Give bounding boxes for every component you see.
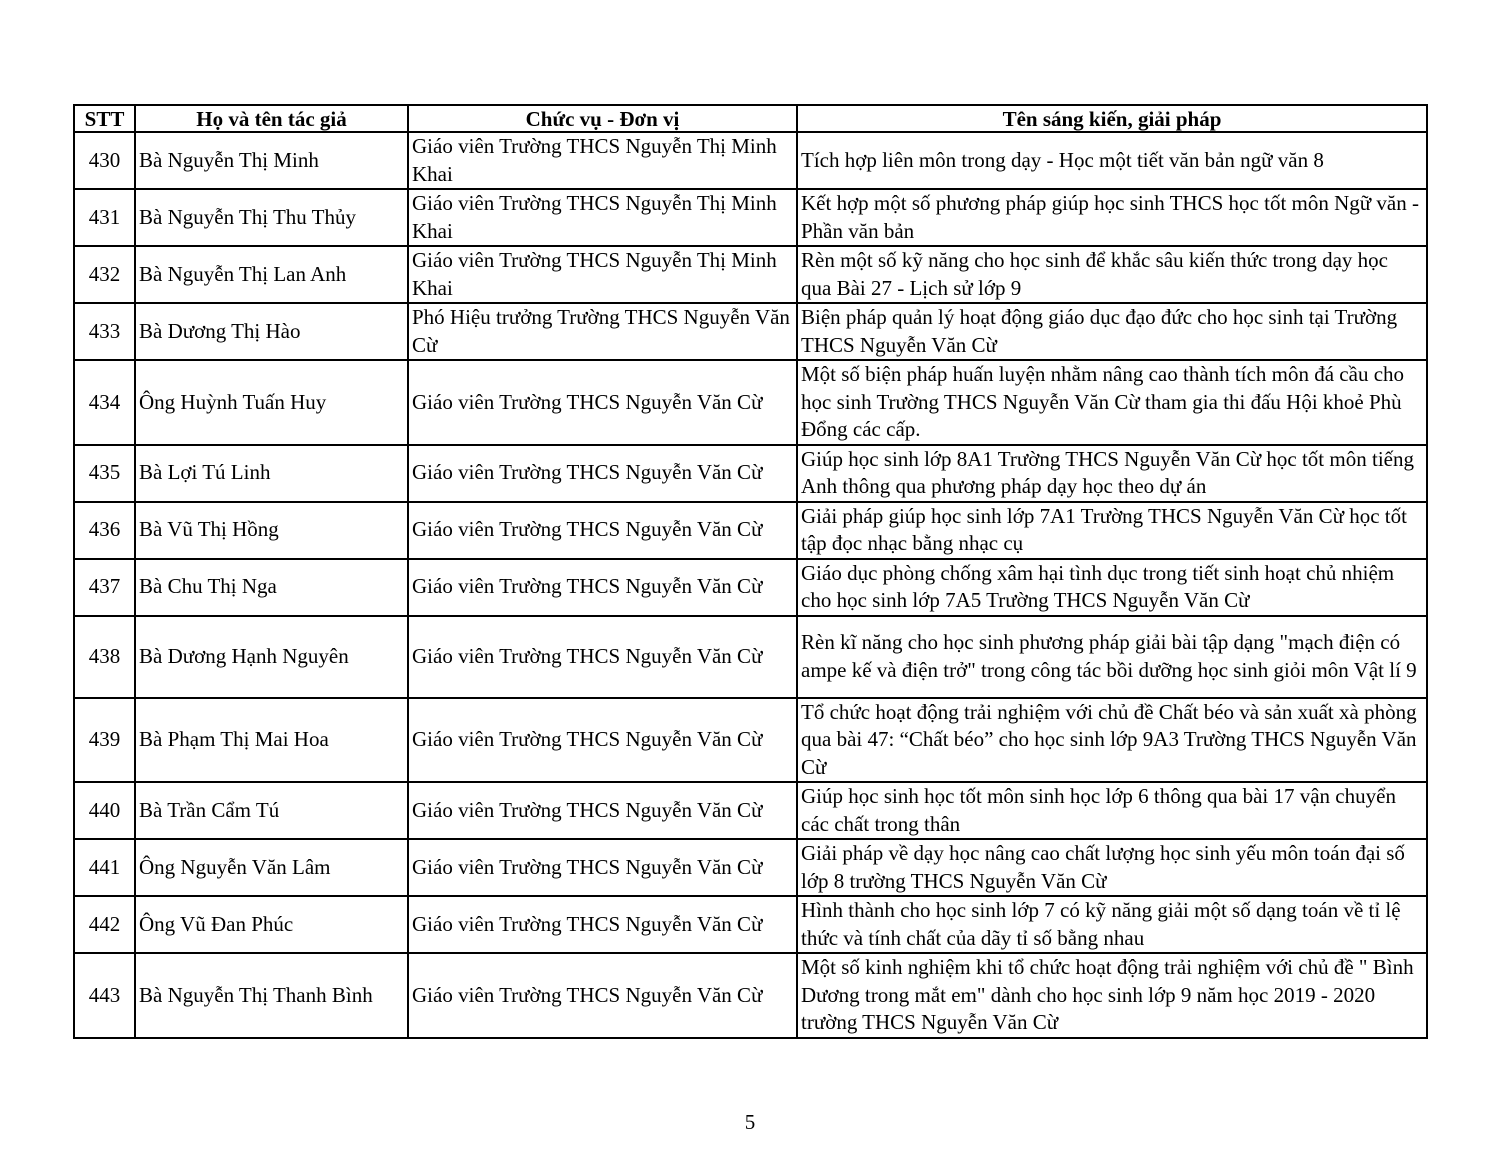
row-stt: 434 [74, 360, 135, 445]
row-initiative: Giúp học sinh học tốt môn sinh học lớp 6 thông qua bài 17 vận chuyển các chất trong thân [797, 782, 1427, 839]
row-initiative: Biện pháp quản lý hoạt động giáo dục đạo đức cho học sinh tại Trường THCS Nguyễn Văn Cừ [797, 303, 1427, 360]
row-position: Giáo viên Trường THCS Nguyễn Văn Cừ [408, 360, 797, 445]
row-author: Ông Huỳnh Tuấn Huy [135, 360, 408, 445]
table-header-row [74, 105, 1427, 132]
row-stt: 433 [74, 303, 135, 360]
row-stt: 432 [74, 246, 135, 303]
row-author: Ông Nguyễn Văn Lâm [135, 839, 408, 896]
row-initiative: Một số biện pháp huấn luyện nhằm nâng cao thành tích môn đá cầu cho học sinh Trường THCS Nguyễn Văn Cừ tham gia thi đấu Hội khoẻ Phù Đổng các cấp. [797, 360, 1427, 445]
row-author: Bà Lợi Tú Linh [135, 445, 408, 502]
row-position: Phó Hiệu trưởng Trường THCS Nguyễn Văn Cừ [408, 303, 797, 360]
table-row [74, 189, 1427, 246]
header-position: Chức vụ - Đơn vị [408, 105, 797, 132]
row-stt: 435 [74, 445, 135, 502]
row-author: Bà Nguyễn Thị Lan Anh [135, 246, 408, 303]
row-initiative: Giải pháp giúp học sinh lớp 7A1 Trường THCS Nguyễn Văn Cừ học tốt tập đọc nhạc bằng nhạc cụ [797, 502, 1427, 559]
row-stt: 440 [74, 782, 135, 839]
initiatives-table [73, 104, 1428, 1039]
table-row [74, 246, 1427, 303]
row-author: Bà Nguyễn Thị Thu Thủy [135, 189, 408, 246]
row-author: Bà Trần Cẩm Tú [135, 782, 408, 839]
row-author: Bà Phạm Thị Mai Hoa [135, 698, 408, 783]
row-author: Bà Dương Hạnh Nguyên [135, 616, 408, 698]
row-position: Giáo viên Trường THCS Nguyễn Văn Cừ [408, 782, 797, 839]
header-initiative: Tên sáng kiến, giải pháp [797, 105, 1427, 132]
row-initiative: Hình thành cho học sinh lớp 7 có kỹ năng giải một số dạng toán về tỉ lệ thức và tính chất của dãy tỉ số bằng nhau [797, 896, 1427, 953]
row-stt: 437 [74, 559, 135, 616]
row-position: Giáo viên Trường THCS Nguyễn Văn Cừ [408, 839, 797, 896]
row-stt: 441 [74, 839, 135, 896]
table-row [74, 782, 1427, 839]
row-stt: 436 [74, 502, 135, 559]
row-initiative: Kết hợp một số phương pháp giúp học sinh THCS học tốt môn Ngữ văn - Phần văn bản [797, 189, 1427, 246]
row-author: Bà Chu Thị Nga [135, 559, 408, 616]
table-row [74, 698, 1427, 783]
table-row [74, 953, 1427, 1038]
row-initiative: Tích hợp liên môn trong dạy - Học một tiết văn bản ngữ văn 8 [797, 132, 1427, 189]
row-position: Giáo viên Trường THCS Nguyễn Thị Minh Khai [408, 189, 797, 246]
table-row [74, 559, 1427, 616]
row-initiative: Tổ chức hoạt động trải nghiệm với chủ đề Chất béo và sản xuất xà phòng qua bài 47: “Chất béo” cho học sinh lớp 9A3 Trường THCS Nguyễn Văn Cừ [797, 698, 1427, 783]
table-row [74, 616, 1427, 698]
row-stt: 439 [74, 698, 135, 783]
table-row [74, 360, 1427, 445]
row-initiative: Rèn kĩ năng cho học sinh phương pháp giải bài tập dạng "mạch điện có ampe kế và điện trở" trong công tác bồi dưỡng học sinh giỏi môn Vật lí 9 [797, 616, 1427, 698]
header-author: Họ và tên tác giả [135, 105, 408, 132]
table-row [74, 132, 1427, 189]
row-position: Giáo viên Trường THCS Nguyễn Văn Cừ [408, 896, 797, 953]
row-stt: 443 [74, 953, 135, 1038]
row-initiative: Giải pháp về dạy học nâng cao chất lượng học sinh yếu môn toán đại số lớp 8 trường THCS Nguyễn Văn Cừ [797, 839, 1427, 896]
row-position: Giáo viên Trường THCS Nguyễn Văn Cừ [408, 698, 797, 783]
table-row [74, 303, 1427, 360]
row-initiative: Rèn một số kỹ năng cho học sinh để khắc sâu kiến thức trong dạy học qua Bài 27 - Lịch sử lớp 9 [797, 246, 1427, 303]
row-position: Giáo viên Trường THCS Nguyễn Văn Cừ [408, 502, 797, 559]
row-author: Bà Dương Thị Hào [135, 303, 408, 360]
row-initiative: Một số kinh nghiệm khi tổ chức hoạt động trải nghiệm với chủ đề " Bình Dương trong mắt em" dành cho học sinh lớp 9 năm học 2019 - 2020 trường THCS Nguyễn Văn Cừ [797, 953, 1427, 1038]
row-position: Giáo viên Trường THCS Nguyễn Thị Minh Khai [408, 246, 797, 303]
table-row [74, 502, 1427, 559]
row-position: Giáo viên Trường THCS Nguyễn Văn Cừ [408, 559, 797, 616]
page-number: 5 [744, 1110, 756, 1134]
row-position: Giáo viên Trường THCS Nguyễn Văn Cừ [408, 616, 797, 698]
row-initiative: Giáo dục phòng chống xâm hại tình dục trong tiết sinh hoạt chủ nhiệm cho học sinh lớp 7A5 Trường THCS Nguyễn Văn Cừ [797, 559, 1427, 616]
table-row [74, 445, 1427, 502]
row-stt: 431 [74, 189, 135, 246]
row-stt: 442 [74, 896, 135, 953]
row-stt: 438 [74, 616, 135, 698]
row-author: Ông Vũ Đan Phúc [135, 896, 408, 953]
row-stt: 430 [74, 132, 135, 189]
row-author: Bà Nguyễn Thị Thanh Bình [135, 953, 408, 1038]
row-position: Giáo viên Trường THCS Nguyễn Văn Cừ [408, 953, 797, 1038]
header-stt: STT [74, 105, 135, 132]
row-initiative: Giúp học sinh lớp 8A1 Trường THCS Nguyễn Văn Cừ học tốt môn tiếng Anh thông qua phương pháp dạy học theo dự án [797, 445, 1427, 502]
table-row [74, 839, 1427, 896]
row-position: Giáo viên Trường THCS Nguyễn Văn Cừ [408, 445, 797, 502]
table-body [74, 132, 1427, 1038]
row-author: Bà Vũ Thị Hồng [135, 502, 408, 559]
row-author: Bà Nguyễn Thị Minh [135, 132, 408, 189]
row-position: Giáo viên Trường THCS Nguyễn Thị Minh Khai [408, 132, 797, 189]
table-row [74, 896, 1427, 953]
